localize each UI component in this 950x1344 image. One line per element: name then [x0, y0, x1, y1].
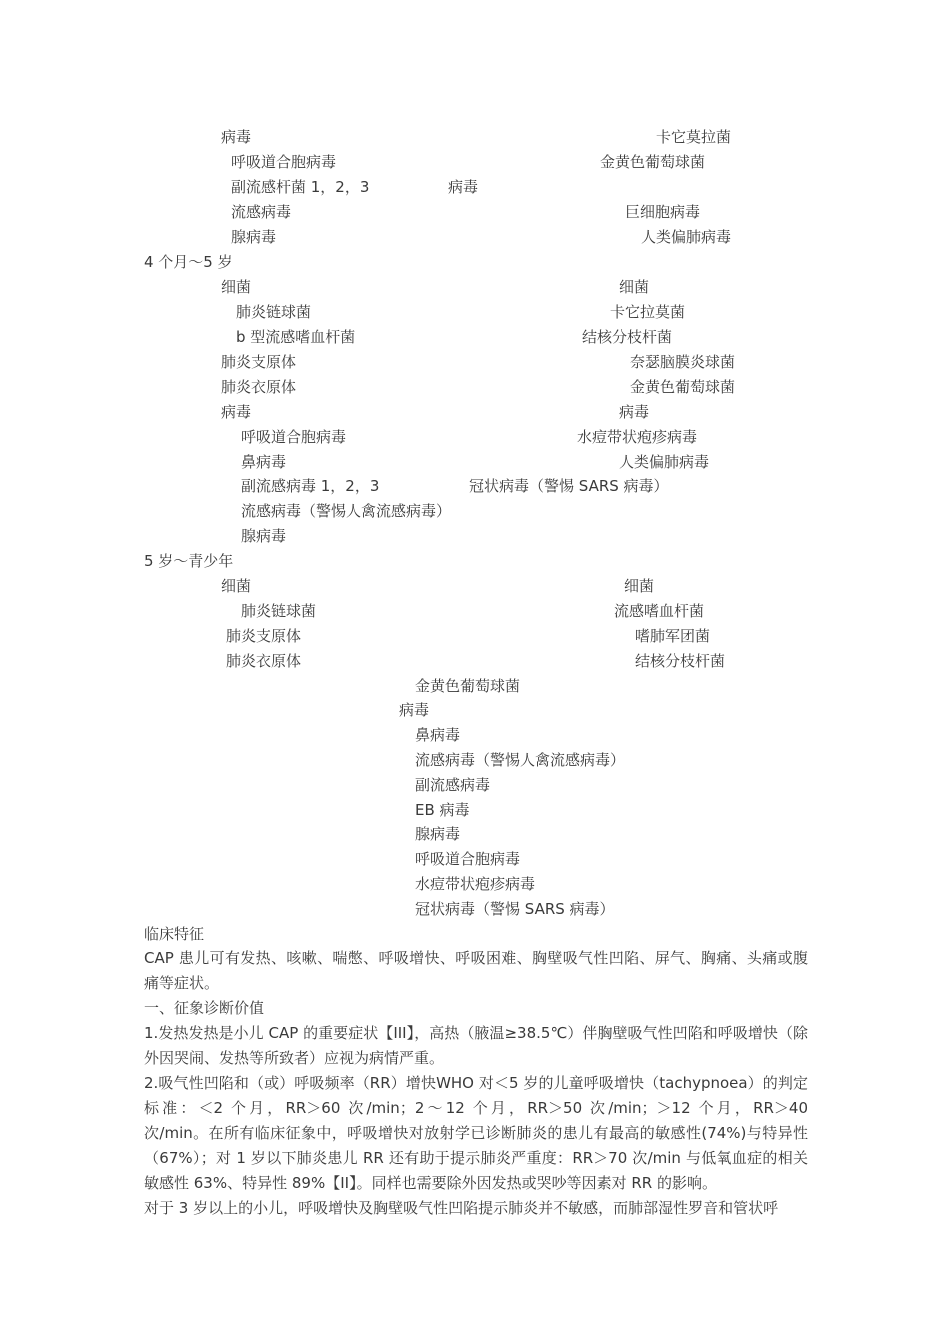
pathogen-item: 鼻病毒: [415, 726, 461, 744]
pathogen-item: 金黄色葡萄球菌: [415, 677, 521, 695]
pathogen-item: 流感病毒（警惕人禽流感病毒）: [241, 502, 452, 520]
pathogen-item: 结核分枝杆菌: [582, 328, 673, 346]
pathogen-item: 流感病毒: [231, 203, 292, 221]
pathogen-item: 细菌: [221, 577, 252, 595]
pathogen-item: 卡它拉莫菌: [610, 303, 686, 321]
pathogen-item: 肺炎支原体: [221, 353, 297, 371]
pathogen-item: 腺病毒: [415, 825, 461, 843]
clinical-intro-paragraph: CAP 患儿可有发热、咳嗽、喘憋、呼吸增快、呼吸困难、胸壁吸气性凹陷、屏气、胸痛、头痛或腹痛等症状。: [144, 949, 808, 992]
pathogen-item: 副流感病毒: [415, 776, 491, 794]
pathogen-item: 人类偏肺病毒: [619, 453, 710, 471]
pathogen-item: 呼吸道合胞病毒: [231, 153, 337, 171]
respiratory-rate-paragraph: [144, 1071, 808, 1196]
pathogen-item: 冠状病毒（警惕 SARS 病毒）: [415, 900, 615, 918]
section-heading: 临床特征: [144, 925, 205, 943]
pathogen-item: 奈瑟脑膜炎球菌: [630, 353, 736, 371]
pathogen-item: 细菌: [619, 278, 650, 296]
pathogen-item: 细菌: [624, 577, 655, 595]
pathogen-item: 肺炎链球菌: [241, 602, 317, 620]
pathogen-item: 水痘带状疱疹病毒: [577, 428, 698, 446]
pathogen-item: 病毒: [448, 178, 479, 196]
age-group-heading: 5 岁～青少年: [144, 552, 234, 570]
pathogen-item: 流感病毒（警惕人禽流感病毒）: [415, 751, 626, 769]
respiratory-rate-title: 2.吸气性凹陷和（或）呼吸频率（RR）增快: [144, 1074, 437, 1092]
pathogen-item: 腺病毒: [241, 527, 287, 545]
subsection-heading: 一、征象诊断价值: [144, 999, 265, 1017]
pathogen-item: 结核分枝杆菌: [635, 652, 726, 670]
pathogen-item: 肺炎衣原体: [226, 652, 302, 670]
pathogen-item: 呼吸道合胞病毒: [415, 850, 521, 868]
pathogen-item: EB 病毒: [415, 801, 470, 819]
pathogen-item: 副流感病毒 1，2，3: [241, 477, 380, 495]
pathogen-item: 肺炎支原体: [226, 627, 302, 645]
pathogen-item: 呼吸道合胞病毒: [241, 428, 347, 446]
age-group-heading: 4 个月～5 岁: [144, 253, 233, 271]
older-children-paragraph: 对于 3 岁以上的小儿，呼吸增快及胸壁吸气性凹陷提示肺炎并不敏感，而肺部湿性罗音和管状呼: [144, 1199, 779, 1217]
pathogen-item: 金黄色葡萄球菌: [630, 378, 736, 396]
pathogen-item: 鼻病毒: [241, 453, 287, 471]
pathogen-item: 金黄色葡萄球菌: [600, 153, 706, 171]
pathogen-item: 流感嗜血杆菌: [614, 602, 705, 620]
pathogen-item: 冠状病毒（警惕 SARS 病毒）: [469, 477, 669, 495]
pathogen-item: 副流感杆菌 1，2，3: [231, 178, 370, 196]
fever-title: 1.发热: [144, 1024, 189, 1042]
respiratory-rate-text: WHO 对＜5 岁的儿童呼吸增快（tachypnoea）的判定标准：＜2 个月，RR＞60 次/min；2～12 个月，RR＞50 次/min；＞12 个月，RR＞40 次/min。在所有临床征象中，呼吸增快对放射学已诊断肺炎的患儿有最高的敏感性(74%)与特异性（67%）；对 1 岁以下肺炎患儿 RR 还有助于提示肺炎严重度：RR＞70 次/min 与低氧血症的相关敏感性 63%、特异性 89%【II】。同样也需要除外因发热或哭吵等因素对 RR 的影响。: [144, 1074, 808, 1192]
pathogen-item: 病毒: [619, 403, 650, 421]
pathogen-item: 病毒: [399, 701, 430, 719]
pathogen-item: 细菌: [221, 278, 252, 296]
fever-text: 发热是小儿 CAP 的重要症状【III】，高热（腋温≥38.5℃）伴胸壁吸气性凹陷和呼吸增快（除外因哭闹、发热等所致者）应视为病情严重。: [144, 1024, 809, 1067]
pathogen-item: 嗜肺军团菌: [635, 627, 711, 645]
pathogen-item: 腺病毒: [231, 228, 277, 246]
pathogen-item: 病毒: [221, 128, 252, 146]
fever-paragraph: [144, 1021, 808, 1071]
pathogen-item: 病毒: [221, 403, 252, 421]
pathogen-item: 人类偏肺病毒: [641, 228, 732, 246]
pathogen-item: 肺炎衣原体: [221, 378, 297, 396]
pathogen-item: 卡它莫拉菌: [656, 128, 732, 146]
pathogen-item: b 型流感嗜血杆菌: [236, 328, 356, 346]
pathogen-item: 巨细胞病毒: [625, 203, 701, 221]
pathogen-item: 水痘带状疱疹病毒: [415, 875, 536, 893]
pathogen-item: 肺炎链球菌: [236, 303, 312, 321]
